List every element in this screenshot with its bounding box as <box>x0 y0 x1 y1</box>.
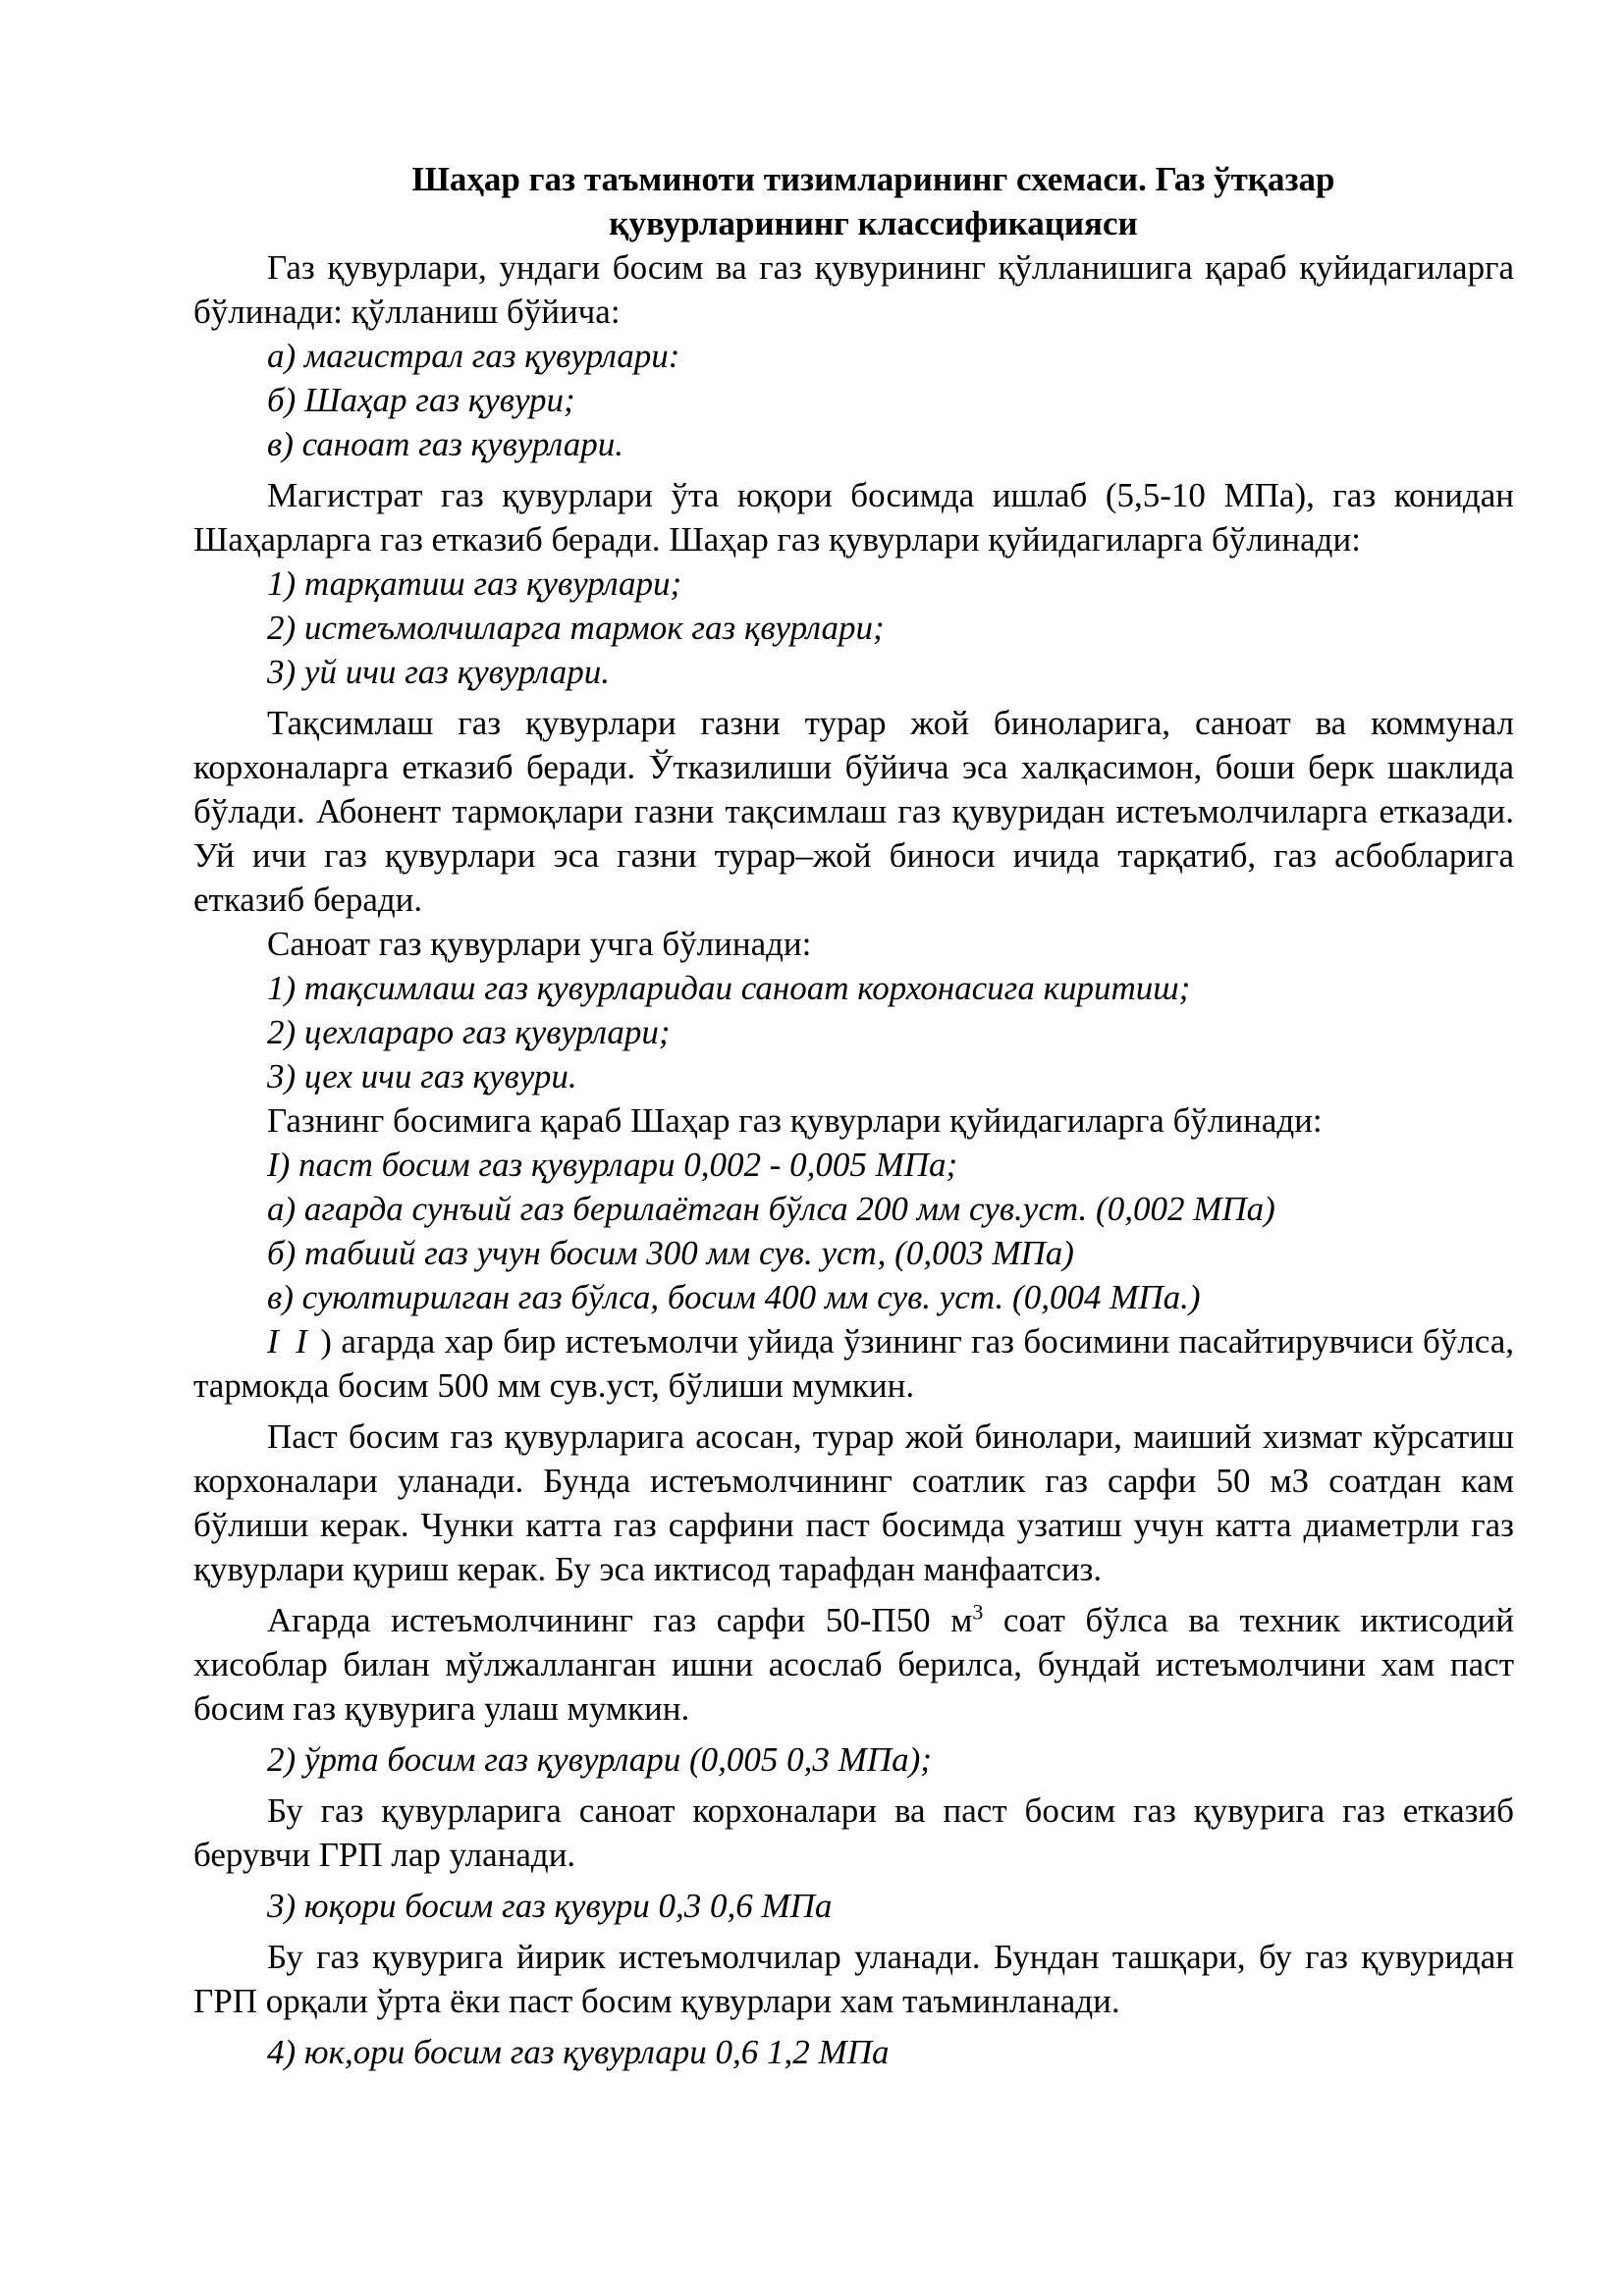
paragraph-consumption <box>193 1598 1514 1731</box>
list-item: в) суюлтирилган газ бўлса, босим 400 мм сув. уст. (0,004 МПа.) <box>267 1278 1201 1316</box>
roman-numeral-label: I I <box>267 1322 311 1361</box>
list-item: 2) цехлараро газ қувурлари; <box>267 1013 671 1051</box>
paragraph-magistral: Магистрат газ қувурлари ўта юқори босимда ишлаб (5,5-10 МПа), газ конидан Шаҳарларга газ етказиб беради. Шаҳар газ қувурлари қуйидагиларга бўлинади: <box>193 476 1514 559</box>
list-item: б) табиий газ учун босим 300 мм сув. уст, (0,003 МПа) <box>267 1234 1074 1272</box>
superscript: 3 <box>972 1599 984 1625</box>
paragraph-medium-pressure: Бу газ қувурларига саноат корхоналари ва паст босим газ қувурига газ етказиб берувчи ГРП лар уланади. <box>193 1791 1514 1874</box>
paragraph-regulator-text: ) агарда хар бир истеъмолчи уйида ўзининг газ босимини пасайтирувчиси бўлса, тармокда босим 500 мм сув.уст, бўлиши мумкин. <box>193 1322 1515 1405</box>
list-item: I) паст босим газ қувурлари 0,002 - 0,005 МПа; <box>267 1146 958 1184</box>
list-item: б) Шаҳар газ қувури; <box>267 381 575 419</box>
paragraph-industrial: Саноат газ қувурлари учга бўлинади: <box>267 925 812 963</box>
list-item: 2) истеъмолчиларга тармок газ қвурлари; <box>267 609 885 647</box>
paragraph-regulator <box>193 1319 1514 1408</box>
paragraph-classification: Газ қувурлари, ундаги босим ва газ қувурининг қўлланишига қараб қуйидагиларга бўлинади: қўлланиш бўйича: <box>193 248 1514 331</box>
list-item: 3) уй ичи газ қувурлари. <box>267 653 610 691</box>
paragraph-consumption-end: соат бўлса ва техник иктисодий хисоблар билан мўлжалланган ишни асослаб берилса, бундай истеъмолчини хам паст босим газ қувурига улаш мумкин. <box>193 1601 1514 1728</box>
list-item: 3) цех ичи газ қувури. <box>267 1057 577 1095</box>
list-item-high-pressure-2: 4) юк,ори босим газ қувурлари 0,6 1,2 МПа <box>267 2033 890 2071</box>
paragraph-consumption-start: Агарда истеъмолчининг газ сарфи 50-П50 м <box>267 1601 973 1639</box>
paragraph-high-pressure: Бу газ қувурига йирик истеъмолчилар уланади. Бундан ташқари, бу газ қувуридан ГРП орқали ўрта ёки паст босим қувурлари хам таъминланади. <box>193 1938 1514 2020</box>
paragraph-distribution: Тақсимлаш газ қувурлари газни турар жой биноларига, саноат ва коммунал корхоналарга етказиб беради. Ўтказилиши бўйича эса халқасимон, боши берк шаклида бўлади. Абонент тармоқлари газни тақсимлаш газ қувуридан истеъмолчиларга етказади. Уй ичи газ қувурлари эса газни турар–жой биноси ичида тарқатиб, газ асбобларига етказиб беради. <box>193 704 1514 919</box>
list-item: а) агарда сунъий газ берилаётган бўлса 200 мм сув.уст. (0,002 МПа) <box>267 1190 1275 1228</box>
document-title <box>193 157 1514 245</box>
document-page <box>193 157 1514 2074</box>
paragraph-low-pressure: Паст босим газ қувурларига асосан, турар жой бинолари, маиший хизмат кўрсатиш корхоналари уланади. Бунда истеъмолчининг соатлик газ сарфи 50 мЗ соатдан кам бўлиши керак. Чунки катта газ сарфини паст босимда узатиш учун катта диаметрли газ қувурлари қуриш керак. Бу эса иктисод тарафдан манфаатсиз. <box>193 1417 1514 1588</box>
paragraph-pressure: Газнинг босимига қараб Шаҳар газ қувурлари қуйидагиларга бўлинади: <box>267 1101 1323 1140</box>
title-line-1: Шаҳар газ таъминоти тизимларининг схемаси. Газ ўтқазар <box>411 160 1335 198</box>
list-item: 1) тақсимлаш газ қувурларидаи саноат корхонасига киритиш; <box>267 969 1191 1007</box>
list-item-high-pressure: 3) юқори босим газ қувури 0,3 0,6 МПа <box>267 1887 833 1925</box>
list-item-medium-pressure: 2) ўрта босим газ қувурлари (0,005 0,3 МПа); <box>267 1740 932 1779</box>
list-item: а) магистрал газ қувурлари: <box>267 337 680 375</box>
title-line-2: қувурларининг классификацияси <box>609 204 1138 242</box>
list-item: в) саноат газ қувурлари. <box>267 425 623 463</box>
list-item: 1) тарқатиш газ қувурлари; <box>267 564 682 603</box>
